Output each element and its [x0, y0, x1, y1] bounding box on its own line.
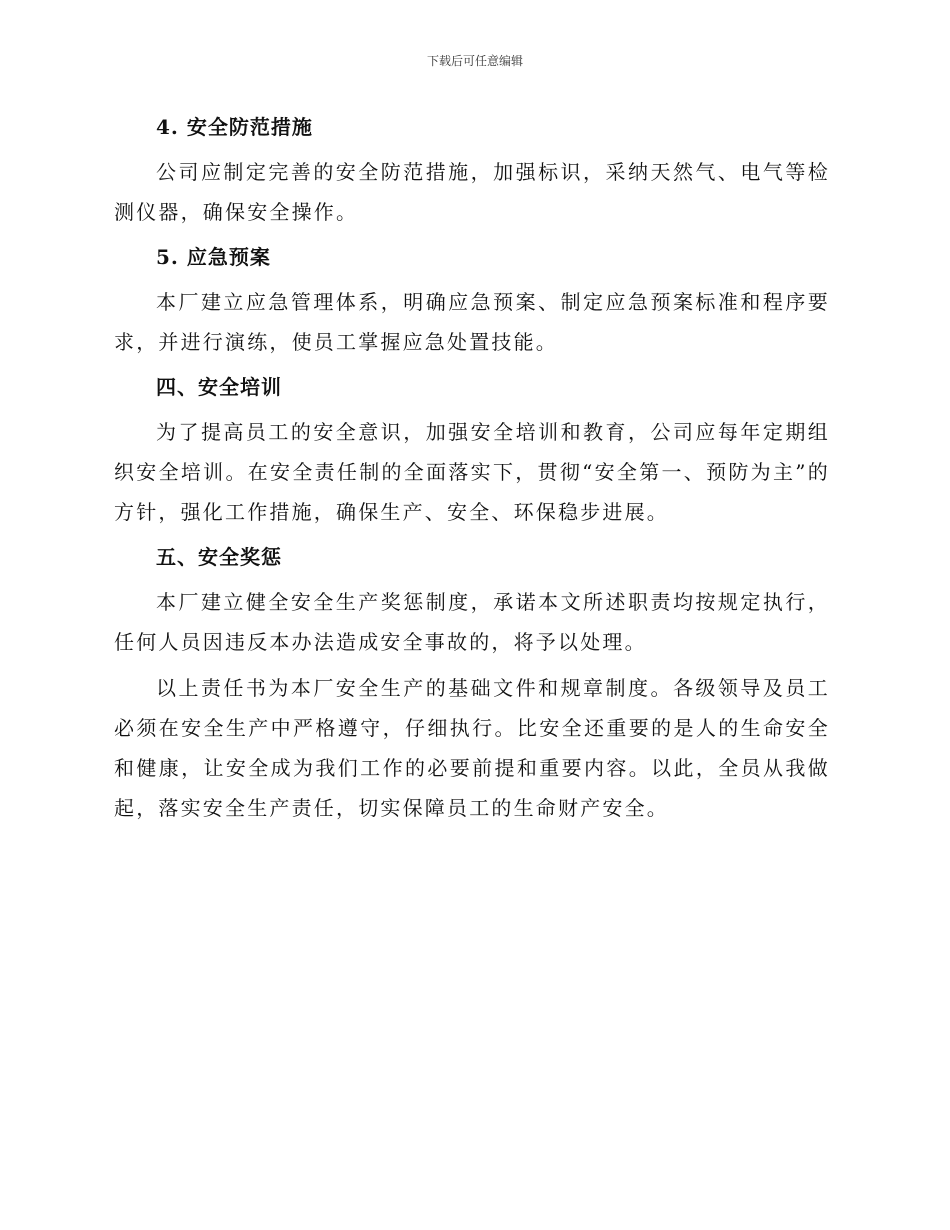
document-body	[114, 108, 830, 834]
section-heading-rewards-penalties: 五、安全奖惩	[156, 545, 282, 569]
section-heading-safety-measures: 4. 安全防范措施	[156, 115, 313, 139]
paragraph-safety-measures: 公司应制定完善的安全防范措施，加强标识，采纳天然气、电气等检测仪器，确保安全操作。	[114, 160, 830, 224]
paragraph-safety-training: 为了提高员工的安全意识，加强安全培训和教育，公司应每年定期组织安全培训。在安全责任制的全面落实下，贯彻“安全第一、预防为主”的方针，强化工作措施，确保生产、安全、环保稳步进展。	[114, 420, 830, 524]
paragraph-rewards-penalties: 本厂建立健全安全生产奖惩制度，承诺本文所述职责均按规定执行，任何人员因违反本办法造成安全事故的，将予以处理。	[114, 590, 830, 654]
section-heading-emergency-plan: 5. 应急预案	[156, 245, 271, 269]
page-header: 下载后可任意编辑	[426, 54, 523, 68]
section-heading-safety-training: 四、安全培训	[156, 375, 282, 399]
paragraph-emergency-plan: 本厂建立应急管理体系，明确应急预案、制定应急预案标准和程序要求，并进行演练，使员工掌握应急处置技能。	[114, 290, 830, 354]
paragraph-conclusion: 以上责任书为本厂安全生产的基础文件和规章制度。各级领导及员工必须在安全生产中严格遵守，仔细执行。比安全还重要的是人的生命安全和健康，让安全成为我们工作的必要前提和重要内容。以此，全员从我做起，落实安全生产责任，切实保障员工的生命财产安全。	[114, 676, 830, 820]
